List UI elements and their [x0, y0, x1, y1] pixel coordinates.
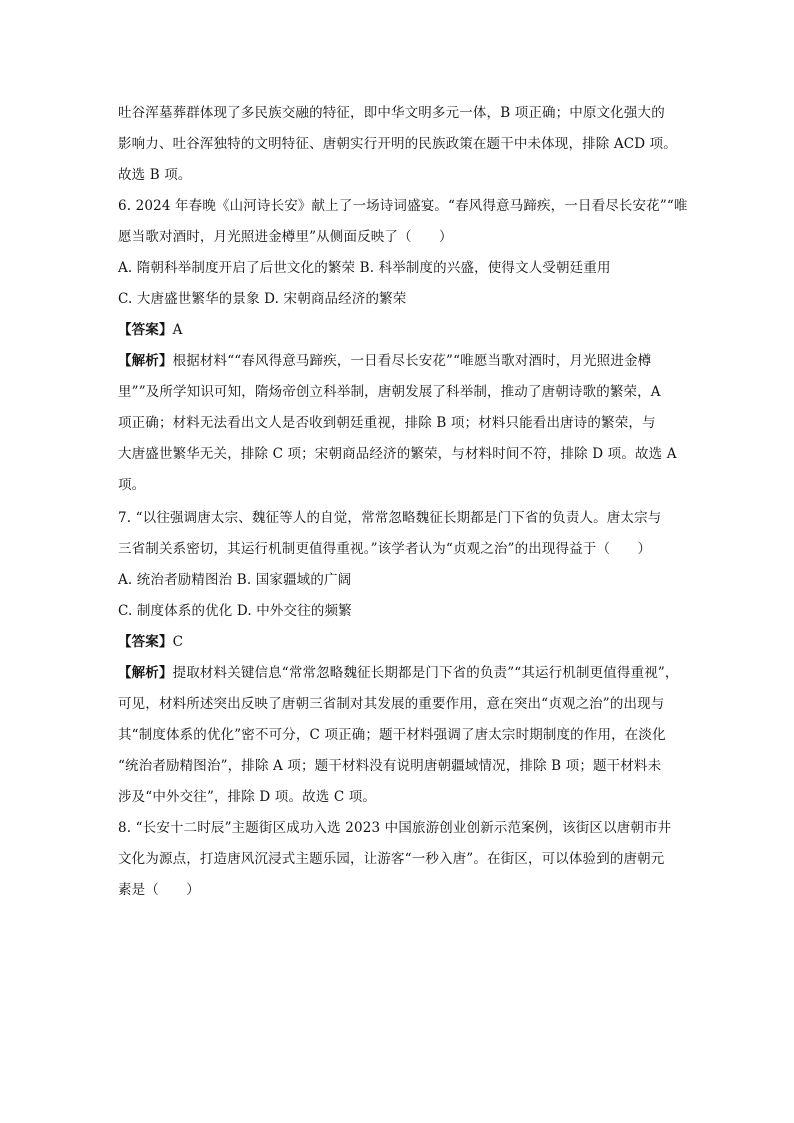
- continued-analysis-line: 故选 B 项。: [118, 167, 192, 183]
- question-7-analysis-line: “统治者励精图治”，排除 A 项；题干材料没有说明唐朝疆域情况，排除 B 项；题干材料未: [118, 758, 662, 774]
- question-6-analysis-line: 项正确；材料无法看出文人是否收到朝廷重视，排除 B 项；材料只能看出唐诗的繁荣，与: [118, 415, 656, 431]
- question-6-stem: 愿当歌对酒时，月光照进金樽里”从侧面反映了（ ）: [118, 229, 453, 245]
- question-6-analysis: [118, 351, 651, 371]
- question-7-options-ab: A. 统治者励精图治 B. 国家疆域的广阔: [118, 572, 352, 588]
- question-7-analysis: [118, 663, 679, 683]
- question-6-analysis-line: 里””及所学知识可知，隋炀帝创立科举制，唐朝发展了科举制，推动了唐朝诗歌的繁荣，A: [118, 384, 661, 400]
- question-6-options-cd: C. 大唐盛世繁华的景象 D. 宋朝商品经济的繁荣: [118, 291, 407, 307]
- analysis-label: 【解析】: [118, 353, 173, 369]
- question-8-stem: 素是（ ）: [118, 882, 200, 898]
- analysis-text: 提取材料关键信息“常常忽略魏征长期都是门下省的负责”“其运行机制更值得重视”，: [172, 665, 679, 681]
- question-6-stem: 6. 2024 年春晚《山河诗长安》献上了一场诗词盛宴。“春风得意马蹄疾，一日看尽长安花”“唯: [118, 198, 688, 214]
- answer-label: 【答案】: [118, 634, 173, 650]
- question-8-stem: 8. “长安十二时辰”主题街区成功入选 2023 中国旅游创业创新示范案例，该街区以唐朝市井: [118, 820, 672, 836]
- question-7-answer: [118, 632, 183, 652]
- question-7-stem: 三省制关系密切，其运行机制更值得重视。”该学者认为“贞观之治”的出现得益于（ ）: [118, 541, 652, 557]
- question-7-analysis-line: 可见，材料所述突出反映了唐朝三省制对其发展的重要作用，意在突出“贞观之治”的出现与: [118, 696, 665, 712]
- answer-value: C: [172, 634, 184, 650]
- question-7-analysis-line: 其“制度体系的优化”密不可分，C 项正确；题干材料强调了唐太宗时期制度的作用，在淡化: [118, 727, 666, 743]
- answer-value: A: [172, 322, 183, 338]
- analysis-text: 根据材料““春风得意马蹄疾，一日看尽长安花”“唯愿当歌对酒时，月光照进金樽: [172, 353, 652, 369]
- answer-label: 【答案】: [118, 322, 173, 338]
- question-8-stem: 文化为源点，打造唐风沉浸式主题乐园，让游客“一秒入唐”。在街区，可以体验到的唐朝元: [118, 851, 665, 867]
- question-7-analysis-line: 涉及“中外交往”，排除 D 项。故选 C 项。: [118, 789, 377, 805]
- question-6-analysis-line: 项。: [118, 477, 146, 493]
- continued-analysis-line: 吐谷浑墓葬群体现了多民族交融的特征，即中华文明多元一体，B 项正确；中原文化强大的: [118, 105, 665, 121]
- question-6-analysis-line: 大唐盛世繁华无关，排除 C 项；宋朝商品经济的繁荣，与材料时间不符，排除 D 项。故选 A: [118, 446, 677, 462]
- question-6-options-ab: A. 隋朝科举制度开启了后世文化的繁荣 B. 科举制度的兴盛，使得文人受朝廷重用: [118, 260, 611, 276]
- question-7-stem: 7. “以往强调唐太宗、魏征等人的自觉，常常忽略魏征长期都是门下省的负责人。唐太宗与: [118, 510, 662, 526]
- analysis-label: 【解析】: [118, 665, 173, 681]
- question-6-answer: [118, 320, 183, 340]
- question-7-options-cd: C. 制度体系的优化 D. 中外交往的频繁: [118, 603, 352, 619]
- continued-analysis-line: 影响力、吐谷浑独特的文明特征、唐朝实行开明的民族政策在题干中未体现，排除 ACD 项。: [118, 136, 677, 152]
